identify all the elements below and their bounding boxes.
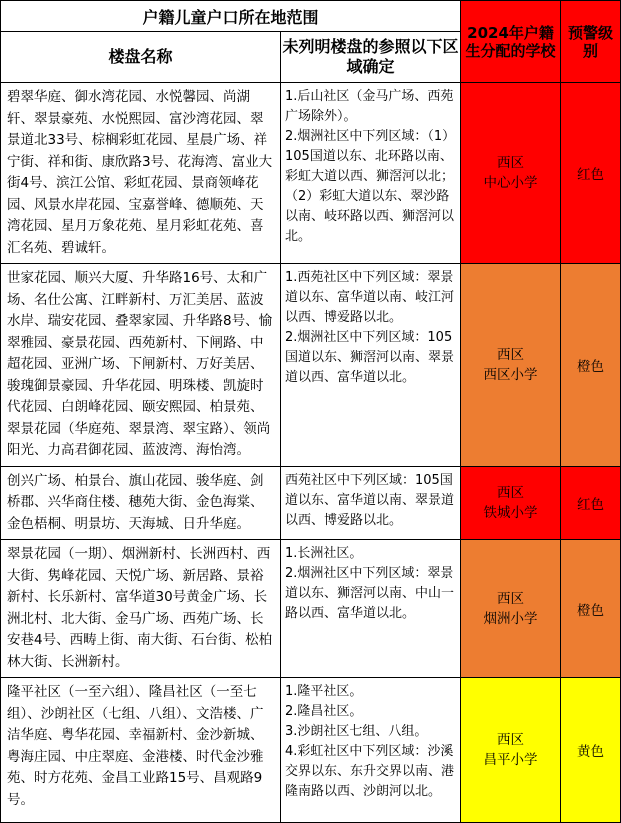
reference-area-cell bbox=[281, 83, 461, 264]
school-name: 中心小学 bbox=[483, 175, 538, 191]
assigned-school-cell bbox=[461, 466, 561, 540]
reference-area-item: 1.长洲社区。 bbox=[285, 546, 363, 561]
school-name: 烟洲小学 bbox=[483, 610, 538, 627]
assigned-school-cell bbox=[461, 540, 561, 678]
reference-area-item: 1.隆平社区。 bbox=[285, 684, 363, 699]
school-name: 铁城小学 bbox=[483, 504, 538, 521]
estate-list-cell: 创兴广场、柏景台、旗山花园、骏华庭、剑桥郡、兴华商住楼、穗苑大街、金色海棠、金色梧桐、明景坊、天海城、日升华庭。 bbox=[1, 466, 281, 540]
area-column-header: 未列明楼盘的参照以下区域确定 bbox=[281, 32, 461, 83]
reference-area-item: 2.烟洲社区中下列区域：105国道以东、狮滘河以南、翠景道以西、富华道以北。 bbox=[285, 330, 455, 385]
range-title: 户籍儿童户口所在地范围 bbox=[1, 1, 461, 32]
assigned-school-cell bbox=[461, 678, 561, 823]
reference-area-cell bbox=[281, 678, 461, 823]
school-name: 昌平小学 bbox=[483, 752, 538, 768]
school-column-header: 2024年户籍生分配的学校 bbox=[461, 1, 561, 83]
school-district: 西区 bbox=[497, 155, 525, 171]
reference-area-item: 西苑社区中下列区域：105国道以东、富华道以南、翠景道以西、博爱路以北。 bbox=[285, 472, 455, 528]
assigned-school-cell bbox=[461, 83, 561, 264]
level-column-header: 预警级别 bbox=[561, 1, 621, 83]
table-row bbox=[1, 83, 621, 264]
school-name: 西区小学 bbox=[483, 366, 538, 383]
assigned-school-cell bbox=[461, 264, 561, 467]
reference-area-item: 3.沙朗社区七组、八组。 bbox=[285, 724, 428, 739]
estate-list-cell: 隆平社区（一至六组）、隆昌社区（一至七组）、沙朗社区（七组、八组）、文浩楼、广洁华庭、粤华花园、幸福新村、金沙新城、粤海庄园、中庄翠庭、金港楼、时代金沙雅苑、时方花苑、金昌工业路15号、昌观路9号。 bbox=[1, 678, 281, 823]
estate-list-cell: 世家花园、顺兴大厦、升华路16号、太和广场、名仕公寓、江畔新村、万汇美居、蓝波水岸、瑞安花园、叠翠家园、升华路8号、愉翠雅园、豪景花园、西苑新村、下闸路、中超花园、亚洲广场、下闸新村、万好美居、骏瑰御景豪园、升华花园、明珠楼、凯旋时代花园、白朗峰花园、颐安熙园、柏景苑、翠景花园（华庭苑、翠景湾、翠宝路）、领尚阳光、力高君御花园、蓝波湾、海怡湾。 bbox=[1, 264, 281, 467]
reference-area-cell bbox=[281, 540, 461, 678]
table-row bbox=[1, 466, 621, 540]
header-row-1 bbox=[1, 1, 621, 32]
reference-area-item: 2.隆昌社区。 bbox=[285, 704, 363, 719]
reference-area-item: 4.彩虹社区中下列区域：沙溪交界以东、东升交界以南、港隆南路以西、沙朗河以北。 bbox=[285, 744, 455, 799]
reference-area-item: 2.烟洲社区中下列区域：（1）105国道以东、北环路以南、彩虹大道以西、狮滘河以北；（2）彩虹大道以东、翠沙路以南、岐环路以西、狮滘河以北。 bbox=[285, 129, 456, 244]
warning-level-cell: 黄色 bbox=[561, 678, 621, 823]
reference-area-cell bbox=[281, 264, 461, 467]
school-district: 西区 bbox=[497, 346, 525, 363]
reference-area-item: 2.烟洲社区中下列区域：翠景道以东、狮滘河以南、中山一路以西、富华道以北。 bbox=[285, 566, 455, 621]
warning-level-cell: 橙色 bbox=[561, 264, 621, 467]
estate-list-cell: 碧翠华庭、御水湾花园、水悦馨园、尚湖轩、翠景豪苑、水悦熙园、富沙湾花园、翠景道北33号、棕榈彩虹花园、星晨广场、祥宁街、祥和街、康欣路3号、花海湾、富业大街4号、滨江公馆、彩虹花园、景商领峰花园、风景水岸花园、宝嘉誉峰、德顺苑、天湾花园、星月万象花苑、星月彩虹花苑、喜汇名苑、碧诚轩。 bbox=[1, 83, 281, 264]
estate-column-header: 楼盘名称 bbox=[1, 32, 281, 83]
warning-level-cell: 红色 bbox=[561, 83, 621, 264]
school-district: 西区 bbox=[497, 590, 525, 607]
reference-area-item: 1.后山社区（金马广场、西苑广场除外）。 bbox=[285, 89, 454, 124]
school-district: 西区 bbox=[497, 732, 525, 748]
table-row bbox=[1, 540, 621, 678]
reference-area-cell bbox=[281, 466, 461, 540]
table-row bbox=[1, 678, 621, 823]
reference-area-item: 1.西苑社区中下列区域：翠景道以东、富华道以南、岐江河以西、博爱路以北。 bbox=[285, 270, 455, 325]
table-row bbox=[1, 264, 621, 467]
estate-list-cell: 翠景花园（一期）、烟洲新村、长洲西村、西大街、隽峰花园、天悦广场、新居路、景裕新村、长乐新村、富华道30号黄金广场、长洲北村、北大街、金马广场、西苑广场、长安巷4号、西畴上街、南大街、石台街、松柏林大街、长洲新村。 bbox=[1, 540, 281, 678]
school-district: 西区 bbox=[497, 484, 525, 501]
warning-level-cell: 红色 bbox=[561, 466, 621, 540]
warning-level-cell: 橙色 bbox=[561, 540, 621, 678]
